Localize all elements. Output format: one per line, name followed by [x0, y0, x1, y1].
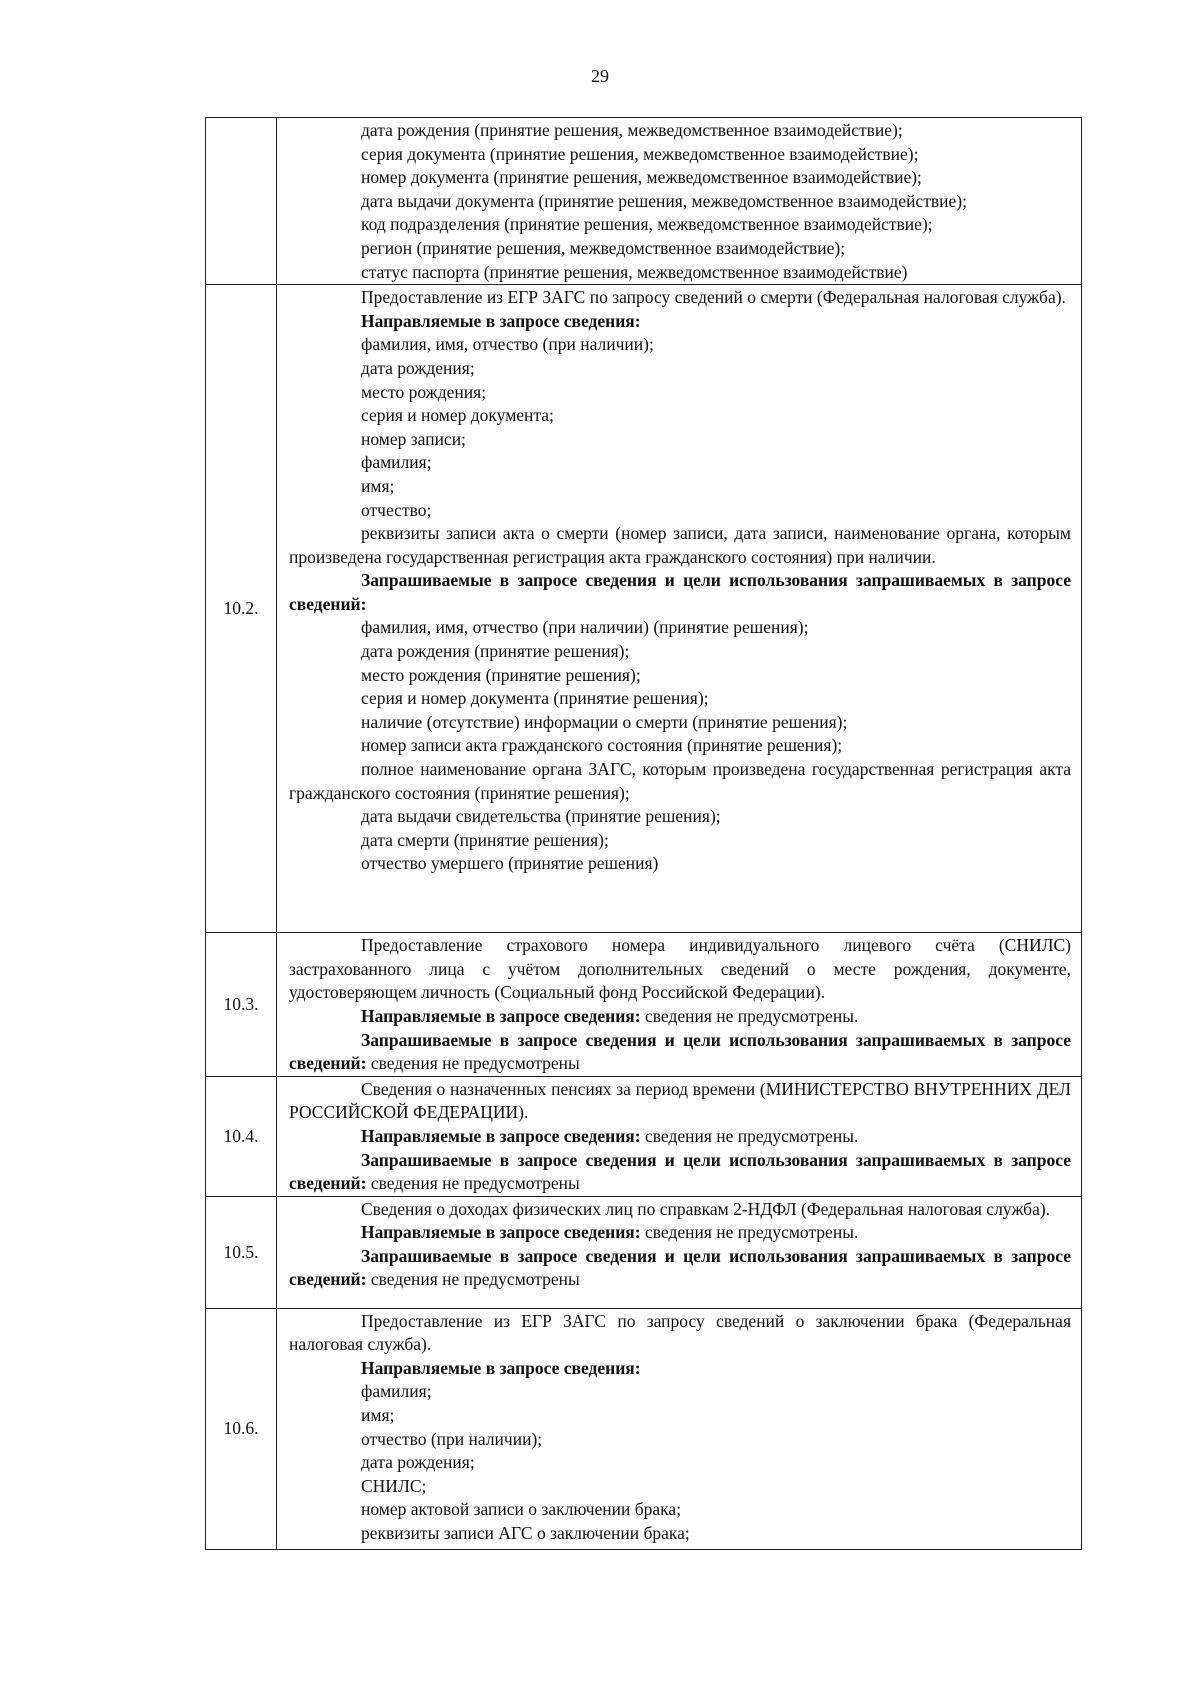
list-item: отчество; [361, 499, 432, 520]
list-item: фамилия; [361, 452, 432, 473]
row-intro: Предоставление из ЕГР ЗАГС по запросу сведений о заключении брака (Федеральная налоговая служба). [289, 1310, 1071, 1355]
list-paragraph: реквизиты записи акта о смерти (номер записи, дата записи, наименование органа, которым произведена государственная регистрация акта гражданского состояния) при наличии. [289, 523, 1071, 567]
list-item: серия и номер документа; [361, 405, 554, 426]
row-intro: Сведения о доходах физических лиц по справкам 2-НДФЛ (Федеральная налоговая служба). [361, 1198, 1051, 1219]
list-item: место рождения; [361, 381, 487, 402]
requested-value: сведения не предусмотрены [366, 1173, 580, 1194]
table-row [206, 118, 1082, 285]
sent-heading: Направляемые в запросе сведения: [361, 1357, 641, 1378]
table-row [206, 285, 1082, 933]
table-row [206, 1196, 1082, 1308]
list-item: номер записи; [361, 428, 466, 449]
list-item: фамилия; [361, 1381, 432, 1402]
row-content [277, 933, 1082, 1077]
table-row [206, 1076, 1082, 1196]
list-item: наличие (отсутствие) информации о смерти (принятие решения); [361, 711, 848, 732]
requested-value: сведения не предусмотрены [366, 1053, 580, 1074]
list-item: номер актовой записи о заключении брака; [361, 1499, 682, 1520]
list-paragraph: полное наименование органа ЗАГС, которым произведена государственная регистрация акта гражданского состояния (принятие решения); [289, 759, 1071, 803]
sent-value: сведения не предусмотрены. [640, 1125, 859, 1146]
list-item: статус паспорта (принятие решения, межведомственное взаимодействие) [361, 261, 908, 282]
list-item: серия документа (принятие решения, межведомственное взаимодействие); [361, 143, 919, 164]
list-item: дата выдачи свидетельства (принятие решения); [361, 806, 721, 827]
list-item: реквизиты записи АГС о заключении брака; [361, 1523, 690, 1544]
row-number: 10.5. [206, 1196, 277, 1308]
row-intro: Предоставление из ЕГР ЗАГС по запросу сведений о смерти (Федеральная налоговая служба). [361, 287, 1066, 308]
list-item: код подразделения (принятие решения, межведомственное взаимодействие); [361, 214, 933, 235]
table-row [206, 1308, 1082, 1549]
requested-value: сведения не предусмотрены [366, 1269, 580, 1290]
sent-heading: Направляемые в запросе сведения: [361, 1005, 641, 1026]
sent-heading: Направляемые в запросе сведения: [361, 1222, 641, 1243]
list-item: дата рождения (принятие решения); [361, 641, 630, 662]
row-content [277, 285, 1082, 933]
list-item: дата смерти (принятие решения); [361, 829, 609, 850]
row-number: 10.4. [206, 1076, 277, 1196]
row-number: 10.2. [206, 285, 277, 933]
list-item: отчество (при наличии); [361, 1428, 543, 1449]
requested-heading: Запрашиваемые в запросе сведения и цели использования запрашиваемых в запросе сведений: [289, 1029, 1071, 1074]
row-intro: Предоставление страхового номера индивидуального лицевого счёта (СНИЛС) застрахованного лица с учётом дополнительных сведений о месте рождения, документе, удостоверяющем личность (Социальный фонд Российской Федерации). [289, 935, 1071, 1003]
sent-value: сведения не предусмотрены. [640, 1005, 859, 1026]
row-content [277, 1308, 1082, 1549]
list-item: регион (принятие решения, межведомственное взаимодействие); [361, 237, 846, 258]
list-item: фамилия, имя, отчество (при наличии) (принятие решения); [361, 617, 809, 638]
row-number: 10.6. [206, 1308, 277, 1549]
requested-heading: Запрашиваемые в запросе сведения и цели использования запрашиваемых в запросе сведений: [289, 1149, 1071, 1194]
table-row [206, 933, 1082, 1077]
row-content [277, 1196, 1082, 1308]
list-item: дата рождения (принятие решения, межведомственное взаимодействие); [361, 120, 903, 140]
page-number: 29 [591, 66, 609, 86]
list-item: СНИЛС; [361, 1475, 427, 1496]
list-item: фамилия, имя, отчество (при наличии); [361, 334, 654, 355]
list-item: дата выдачи документа (принятие решения, межведомственное взаимодействие); [361, 190, 967, 211]
row-content [277, 118, 1082, 285]
requested-heading: Запрашиваемые в запросе сведения и цели использования запрашиваемых в запросе сведений: [289, 570, 1071, 614]
list-item: номер записи акта гражданского состояния (принятие решения); [361, 735, 843, 756]
list-item: дата рождения; [361, 357, 475, 378]
services-table [205, 117, 1082, 1550]
list-item: дата рождения; [361, 1452, 475, 1473]
row-content [277, 1076, 1082, 1196]
list-item: серия и номер документа (принятие решения); [361, 688, 709, 709]
sent-heading: Направляемые в запросе сведения: [361, 1125, 641, 1146]
row-number: 10.3. [206, 933, 277, 1077]
list-item: имя; [361, 1405, 395, 1426]
sent-value: сведения не предусмотрены. [640, 1222, 859, 1243]
row-number [206, 118, 277, 285]
requested-heading: Запрашиваемые в запросе сведения и цели использования запрашиваемых в запросе сведений: [289, 1245, 1071, 1290]
sent-heading: Направляемые в запросе сведения: [361, 310, 641, 331]
list-item: имя; [361, 475, 395, 496]
list-item: место рождения (принятие решения); [361, 664, 641, 685]
list-item: отчество умершего (принятие решения) [361, 853, 659, 874]
list-item: номер документа (принятие решения, межведомственное взаимодействие); [361, 167, 922, 188]
row-intro: Сведения о назначенных пенсиях за период времени (МИНИСТЕРСТВО ВНУТРЕННИХ ДЕЛ РОССИЙСКОЙ ФЕДЕРАЦИИ). [289, 1078, 1071, 1123]
